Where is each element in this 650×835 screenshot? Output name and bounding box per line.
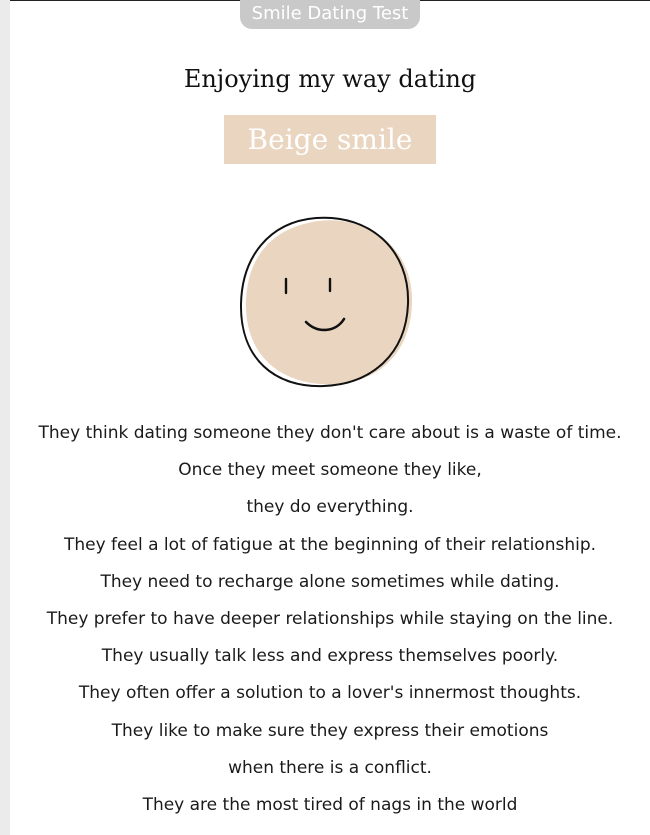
description-line: when there is a conflict. [228,757,432,778]
description-line: They like to make sure they express their emotions [111,720,549,741]
description-line: Once they meet someone they like, [178,460,482,481]
result-description [0,415,650,824]
description-line: they do everything. [246,497,414,518]
description-line: They feel a lot of fatigue at the beginning of their relationship. [63,534,597,555]
description-line: They often offer a solution to a lover's innermost thoughts. [78,683,582,704]
description-line: They need to recharge alone sometimes while dating. [100,571,560,592]
result-type-badge: Beige smile [224,115,436,164]
description-line: They are the most tired of nags in the world [142,794,518,815]
result-title: Enjoying my way dating [183,65,477,93]
description-line: They think dating someone they don't care about is a waste of time. [38,423,622,443]
test-name-pill: Smile Dating Test [240,0,420,29]
description-line: They prefer to have deeper relationships while staying on the line. [46,608,614,629]
description-line: They usually talk less and express themselves poorly. [101,646,559,667]
smiley-face-icon [232,208,422,398]
